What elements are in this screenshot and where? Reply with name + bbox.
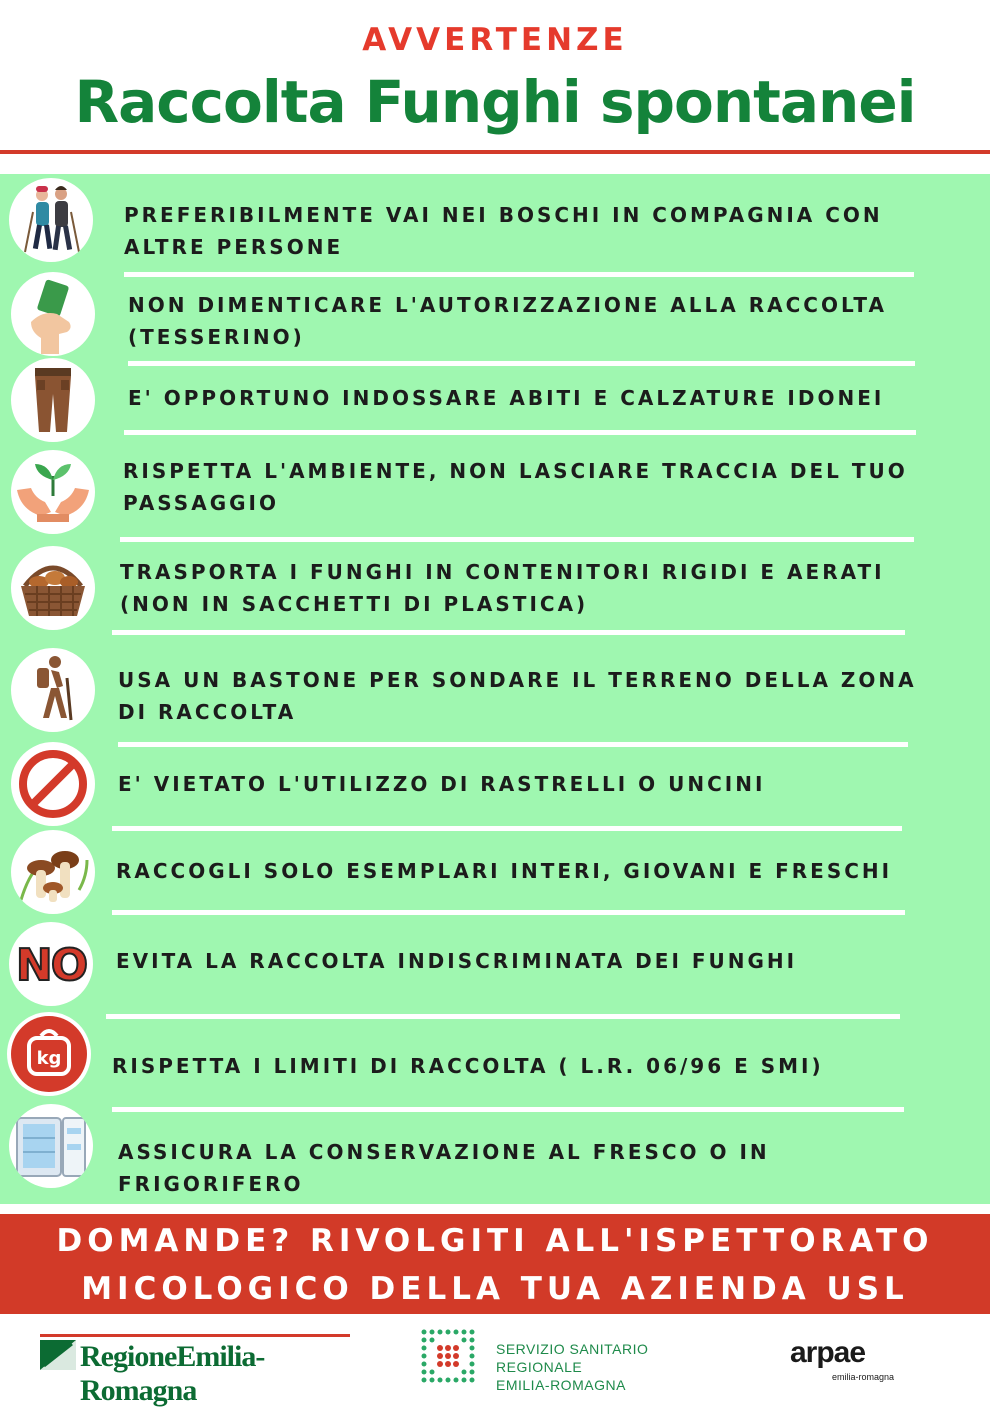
divider [112,630,905,635]
divider [118,742,908,747]
item-text: EVITA LA RACCOLTA INDISCRIMINATA DEI FUNGHI [116,949,798,973]
arpae-logo [790,1336,910,1396]
plant-hands-icon [11,450,95,534]
ssr-line-1: SERVIZIO SANITARIO REGIONALE [496,1341,649,1375]
mushroom-basket-icon [11,546,95,630]
contact-banner [0,1214,990,1314]
permit-card-icon [11,272,95,356]
divider [120,537,914,542]
contact-line-2: MICOLOGICO DELLA TUA AZIENDA USL [81,1271,909,1307]
arpae-logo-subtext: emilia-romagna [832,1372,895,1382]
item-text: E' OPPORTUNO INDOSSARE ABITI E CALZATURE IDONEI [128,386,885,410]
item-text: NON DIMENTICARE L'AUTORIZZAZIONE ALLA RACCOLTA (TESSERINO) [128,293,887,349]
item-text: USA UN BASTONE PER SONDARE IL TERRENO DELLA ZONA DI RACCOLTA [118,668,917,724]
kicker-title: AVVERTENZE [362,22,628,58]
item-text: TRASPORTA I FUNGHI IN CONTENITORI RIGIDI E AERATI (NON IN SACCHETTI DI PLASTICA) [120,560,885,616]
prohibited-icon [11,742,95,826]
regione-logo-text: RegioneEmilia-Romagna [80,1340,265,1407]
item-text: PREFERIBILMENTE VAI NEI BOSCHI IN COMPAGNIA CON ALTRE PERSONE [124,203,883,259]
item-text: RISPETTA I LIMITI DI RACCOLTA ( L.R. 06/96 E SMI) [112,1054,824,1078]
logo-red-bar [40,1334,350,1337]
item-text: RISPETTA L'AMBIENTE, NON LASCIARE TRACCIA DEL TUO PASSAGGIO [123,459,908,515]
divider [112,826,902,831]
item-text: E' VIETATO L'UTILIZZO DI RASTRELLI O UNCINI [118,772,766,796]
ssr-logo-text [496,1340,738,1394]
divider [124,430,916,435]
servizio-sanitario-logo [418,1326,738,1396]
contact-line-1: DOMANDE? RIVOLGITI ALL'ISPETTORATO [56,1223,934,1259]
trousers-icon [11,358,95,442]
divider [106,1014,900,1019]
refrigerator-icon [9,1104,93,1188]
mushrooms-icon [11,830,95,914]
divider [128,361,915,366]
regione-emilia-romagna-logo [40,1336,350,1407]
regione-flag-icon [40,1336,76,1372]
no-sign-icon [9,922,93,1006]
no-sign-label: NO [15,940,87,991]
ssr-dot-grid-icon [418,1326,482,1390]
arpae-logo-text: arpae [790,1336,866,1369]
weight-kg-label: kg [36,1048,62,1069]
header [0,0,990,160]
ssr-line-2: EMILIA-ROMAGNA [496,1377,626,1393]
hiker-stick-icon [11,648,95,732]
divider [112,910,905,915]
hikers-icon [9,178,93,262]
title-divider [0,150,990,154]
item-text: RACCOGLI SOLO ESEMPLARI INTERI, GIOVANI E FRESCHI [116,859,893,883]
divider [112,1107,904,1112]
partner-logos [0,1318,990,1407]
divider [124,272,914,277]
page-title: Raccolta Funghi spontanei [74,68,916,136]
item-text: ASSICURA LA CONSERVAZIONE AL FRESCO O IN FRIGORIFERO [118,1140,770,1196]
weight-kg-icon [7,1012,91,1096]
